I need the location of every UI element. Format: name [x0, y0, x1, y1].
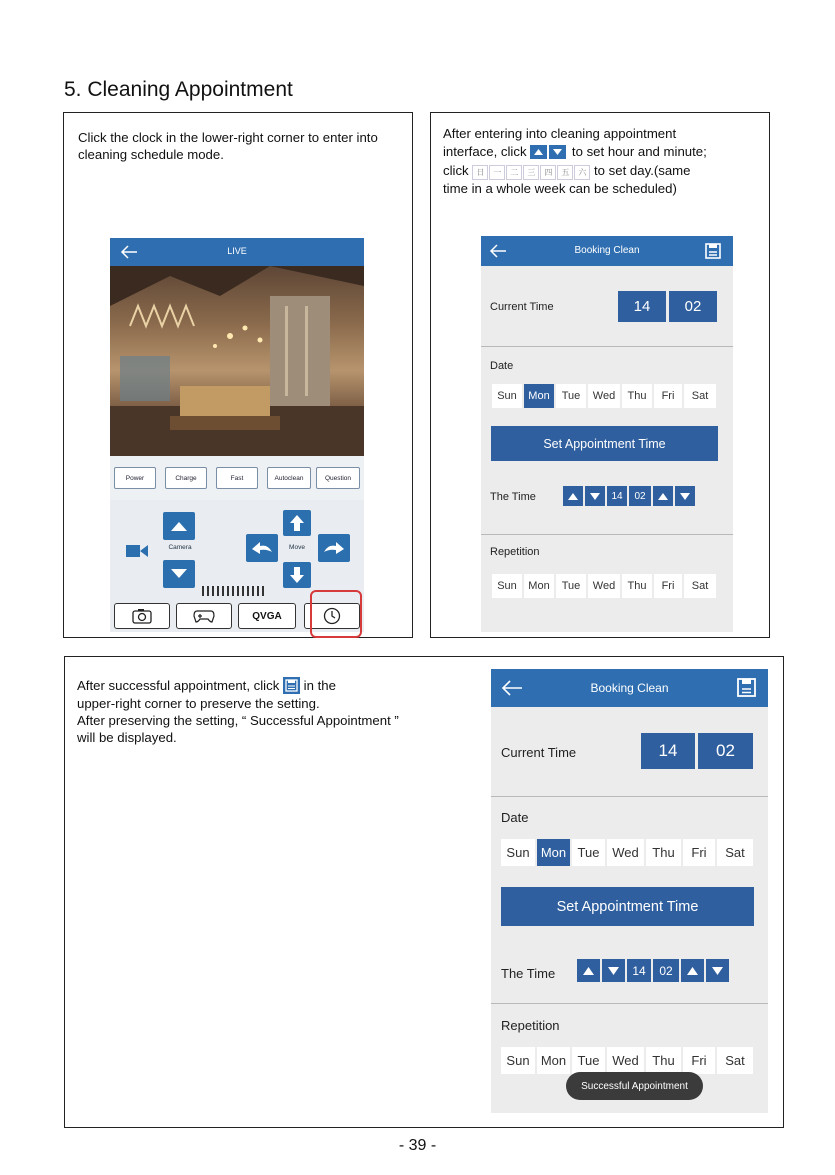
control-pad	[110, 500, 364, 600]
up-down-arrows-icon	[530, 145, 568, 159]
section-title: 5. Cleaning Appointment	[64, 78, 293, 101]
rep-thu[interactable]: Thu	[646, 1047, 681, 1074]
current-hour: 14	[641, 733, 695, 769]
booking-screen-small	[481, 236, 733, 632]
day-wed[interactable]: Wed	[588, 384, 620, 408]
panel-2-line-2-end: to set hour and minute;	[571, 144, 707, 159]
success-toast: Successful Appointment	[566, 1072, 703, 1100]
divider	[481, 534, 733, 535]
save-icon	[283, 677, 300, 694]
divider	[491, 796, 768, 797]
panel-2-line-2	[443, 143, 707, 160]
rep-sun[interactable]: Sun	[492, 574, 522, 598]
turn-left-button[interactable]	[246, 534, 278, 562]
minute-down-button[interactable]	[675, 486, 695, 506]
live-app-screen	[110, 238, 364, 632]
panel-3-line-4: will be displayed.	[77, 730, 177, 745]
camera-down-button[interactable]	[163, 560, 195, 588]
day-sat[interactable]: Sat	[684, 384, 716, 408]
the-time-label: The Time	[490, 491, 536, 503]
day-chip: 六	[574, 165, 590, 180]
day-fri[interactable]: Fri	[683, 839, 715, 866]
rep-mon[interactable]: Mon	[524, 574, 554, 598]
live-app-title: LIVE	[227, 246, 247, 256]
camera-icon	[132, 608, 152, 624]
save-icon[interactable]	[705, 243, 721, 259]
minute-down-button[interactable]	[706, 959, 729, 982]
move-back-button[interactable]	[283, 562, 311, 588]
charge-button[interactable]: Charge	[165, 467, 207, 489]
day-thu[interactable]: Thu	[622, 384, 652, 408]
rep-thu[interactable]: Thu	[622, 574, 652, 598]
booking-title: Booking Clean	[574, 245, 640, 256]
day-wed[interactable]: Wed	[607, 839, 644, 866]
camera-label: Camera	[168, 544, 192, 551]
panel-2-line-3-end: to set day.(same	[594, 163, 691, 178]
camera-up-button[interactable]	[163, 512, 195, 540]
set-appointment-button[interactable]: Set Appointment Time	[501, 887, 754, 926]
divider	[481, 346, 733, 347]
set-appointment-button[interactable]: Set Appointment Time	[491, 426, 718, 461]
current-time-label: Current Time	[501, 745, 577, 760]
day-chip: 日	[472, 165, 488, 180]
page-number: - 39 -	[398, 1137, 437, 1154]
day-chip: 四	[540, 165, 556, 180]
day-chip: 三	[523, 165, 539, 180]
rep-tue[interactable]: Tue	[556, 574, 586, 598]
panel-2-line-3	[443, 162, 691, 181]
gamepad-tab[interactable]	[176, 603, 232, 629]
gamepad-icon	[193, 609, 215, 623]
panel-3-line-1-end: in the	[303, 678, 336, 693]
rep-mon[interactable]: Mon	[537, 1047, 570, 1074]
day-sat[interactable]: Sat	[717, 839, 753, 866]
hour-up-button[interactable]	[563, 486, 583, 506]
date-label: Date	[490, 360, 514, 372]
autoclean-button[interactable]: Autoclean	[267, 467, 311, 489]
rep-fri[interactable]: Fri	[683, 1047, 715, 1074]
snapshot-tab[interactable]	[114, 603, 170, 629]
current-hour: 14	[618, 291, 666, 322]
day-chip: 五	[557, 165, 573, 180]
qvga-tab[interactable]: QVGA	[238, 603, 296, 629]
question-button[interactable]: Question	[316, 467, 360, 489]
booking-header	[481, 236, 733, 266]
booking-screen-large	[491, 669, 768, 1113]
hour-down-button[interactable]	[585, 486, 605, 506]
date-label: Date	[501, 810, 529, 825]
day-chip: 一	[489, 165, 505, 180]
rep-wed[interactable]: Wed	[607, 1047, 644, 1074]
video-camera-icon	[126, 544, 148, 558]
rep-sun[interactable]: Sun	[501, 1047, 535, 1074]
turn-right-button[interactable]	[318, 534, 350, 562]
move-label: Move	[289, 544, 305, 551]
the-time-label: The Time	[501, 966, 556, 981]
rep-sat[interactable]: Sat	[717, 1047, 753, 1074]
repetition-label: Repetition	[501, 1018, 560, 1033]
panel-3-line-3: After preserving the setting, “ Successful Appointment ”	[77, 713, 399, 728]
day-thu[interactable]: Thu	[646, 839, 681, 866]
save-icon[interactable]	[737, 678, 756, 697]
panel-2-line-4: time in a whole week can be scheduled)	[443, 181, 677, 196]
move-forward-button[interactable]	[283, 510, 311, 536]
time-minute-value: 02	[629, 486, 651, 506]
clock-highlight-outline	[310, 590, 362, 638]
day-fri[interactable]: Fri	[654, 384, 682, 408]
power-button[interactable]: Power	[114, 467, 156, 489]
panel-2-line-2-start: interface, click	[443, 144, 527, 159]
day-chip-row	[472, 162, 590, 180]
rep-tue[interactable]: Tue	[572, 1047, 605, 1074]
rep-wed[interactable]: Wed	[588, 574, 620, 598]
hour-up-button[interactable]	[577, 959, 600, 982]
day-mon[interactable]: Mon	[537, 839, 570, 866]
panel-2-line-1: After entering into cleaning appointment	[443, 126, 677, 141]
day-sun[interactable]: Sun	[492, 384, 522, 408]
minute-up-button[interactable]	[681, 959, 704, 982]
time-hour-value: 14	[627, 959, 651, 982]
room-photo	[110, 266, 364, 456]
rep-sat[interactable]: Sat	[684, 574, 716, 598]
day-chip: 二	[506, 165, 522, 180]
camera-live-feed	[110, 266, 364, 456]
repetition-label: Repetition	[490, 546, 540, 558]
rep-fri[interactable]: Fri	[654, 574, 682, 598]
booking-title: Booking Clean	[590, 681, 669, 695]
live-app-header	[110, 238, 364, 266]
panel-3-line-1-start: After successful appointment, click	[77, 678, 280, 693]
panel-1-text: Click the clock in the lower-right corner to enter into cleaning schedule mode.	[78, 130, 378, 162]
panel-3-line-2: upper-right corner to preserve the setting.	[77, 696, 320, 711]
hour-down-button[interactable]	[602, 959, 625, 982]
booking-header	[491, 669, 768, 707]
robot-command-row	[110, 456, 364, 500]
time-hour-value: 14	[607, 486, 627, 506]
panel-3-line-1	[77, 677, 336, 695]
day-sun[interactable]: Sun	[501, 839, 535, 866]
day-mon[interactable]: Mon	[524, 384, 554, 408]
current-minute: 02	[669, 291, 717, 322]
current-time-label: Current Time	[490, 301, 554, 313]
day-tue[interactable]: Tue	[572, 839, 605, 866]
minute-up-button[interactable]	[653, 486, 673, 506]
time-minute-value: 02	[653, 959, 679, 982]
day-tue[interactable]: Tue	[556, 384, 586, 408]
current-minute: 02	[698, 733, 753, 769]
divider	[491, 1003, 768, 1004]
signal-level-icon	[202, 586, 272, 596]
fast-button[interactable]: Fast	[216, 467, 258, 489]
panel-2-line-3-start: click	[443, 163, 469, 178]
